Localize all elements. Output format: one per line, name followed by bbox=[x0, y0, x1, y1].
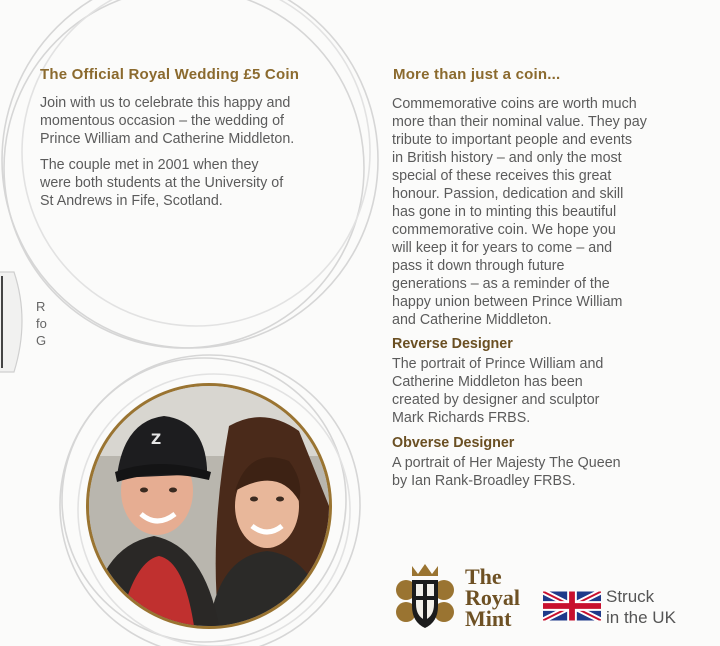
text-line: Prince William and Catherine Middleton. bbox=[40, 131, 295, 147]
reverse-designer-text bbox=[392, 355, 603, 427]
text-line: tribute to important people and events bbox=[392, 132, 633, 148]
text-line: commemorative coin. We hope you bbox=[392, 222, 616, 238]
text-line: special of these receives this great bbox=[392, 168, 612, 184]
struck-line: in the UK bbox=[606, 608, 676, 627]
right-heading: More than just a coin... bbox=[393, 66, 561, 83]
obverse-designer-title: Obverse Designer bbox=[392, 435, 515, 451]
obverse-designer-text bbox=[392, 454, 621, 490]
text-line: has gone in to minting this beautiful bbox=[392, 204, 617, 220]
text-line: will keep it for years to come – and bbox=[392, 240, 613, 256]
union-flag-icon bbox=[543, 589, 601, 623]
text-line: Catherine Middleton has been bbox=[392, 374, 583, 390]
left-paragraph-2 bbox=[40, 156, 283, 210]
text-line: Join with us to celebrate this happy and bbox=[40, 95, 291, 111]
text-line: in British history – and only the most bbox=[392, 150, 622, 166]
clipped-line: R bbox=[36, 299, 46, 314]
couple-photo bbox=[86, 383, 332, 629]
clipped-line: fo bbox=[36, 316, 47, 331]
text-line: were both students at the University of bbox=[40, 175, 284, 191]
struck-line: Struck bbox=[606, 587, 655, 606]
text-line: by Ian Rank-Broadley FRBS. bbox=[392, 473, 576, 489]
left-heading: The Official Royal Wedding £5 Coin bbox=[40, 66, 300, 83]
logo-line: The bbox=[465, 564, 502, 589]
text-line: pass it down through future bbox=[392, 258, 565, 274]
royal-mint-wordmark bbox=[465, 566, 520, 629]
left-paragraph-1 bbox=[40, 94, 294, 148]
couple-illustration bbox=[89, 386, 329, 626]
clipped-side-text bbox=[36, 298, 47, 349]
text-line: more than their nominal value. They pay bbox=[392, 114, 647, 130]
clipped-line: G bbox=[36, 333, 47, 348]
svg-text:Z: Z bbox=[151, 432, 162, 448]
struck-in-uk bbox=[606, 586, 676, 628]
text-line: momentous occasion – the wedding of bbox=[40, 113, 284, 129]
text-line: The portrait of Prince William and bbox=[392, 356, 604, 372]
text-line: St Andrews in Fife, Scotland. bbox=[40, 193, 223, 209]
text-line: Commemorative coins are worth much bbox=[392, 96, 637, 112]
text-line: generations – as a reminder of the bbox=[392, 276, 610, 292]
text-line: happy union between Prince William bbox=[392, 294, 623, 310]
text-line: The couple met in 2001 when they bbox=[40, 157, 259, 173]
logo-line: Mint bbox=[465, 606, 512, 631]
text-line: A portrait of Her Majesty The Queen bbox=[392, 455, 621, 471]
royal-mint-crest-icon bbox=[392, 560, 458, 630]
text-line: created by designer and sculptor bbox=[392, 392, 600, 408]
text-line: honour. Passion, dedication and skill bbox=[392, 186, 624, 202]
right-paragraph bbox=[392, 95, 647, 329]
text-line: Mark Richards FRBS. bbox=[392, 410, 531, 426]
logo-line: Royal bbox=[465, 585, 520, 610]
reverse-designer-title: Reverse Designer bbox=[392, 336, 513, 352]
text-line: and Catherine Middleton. bbox=[392, 312, 552, 328]
